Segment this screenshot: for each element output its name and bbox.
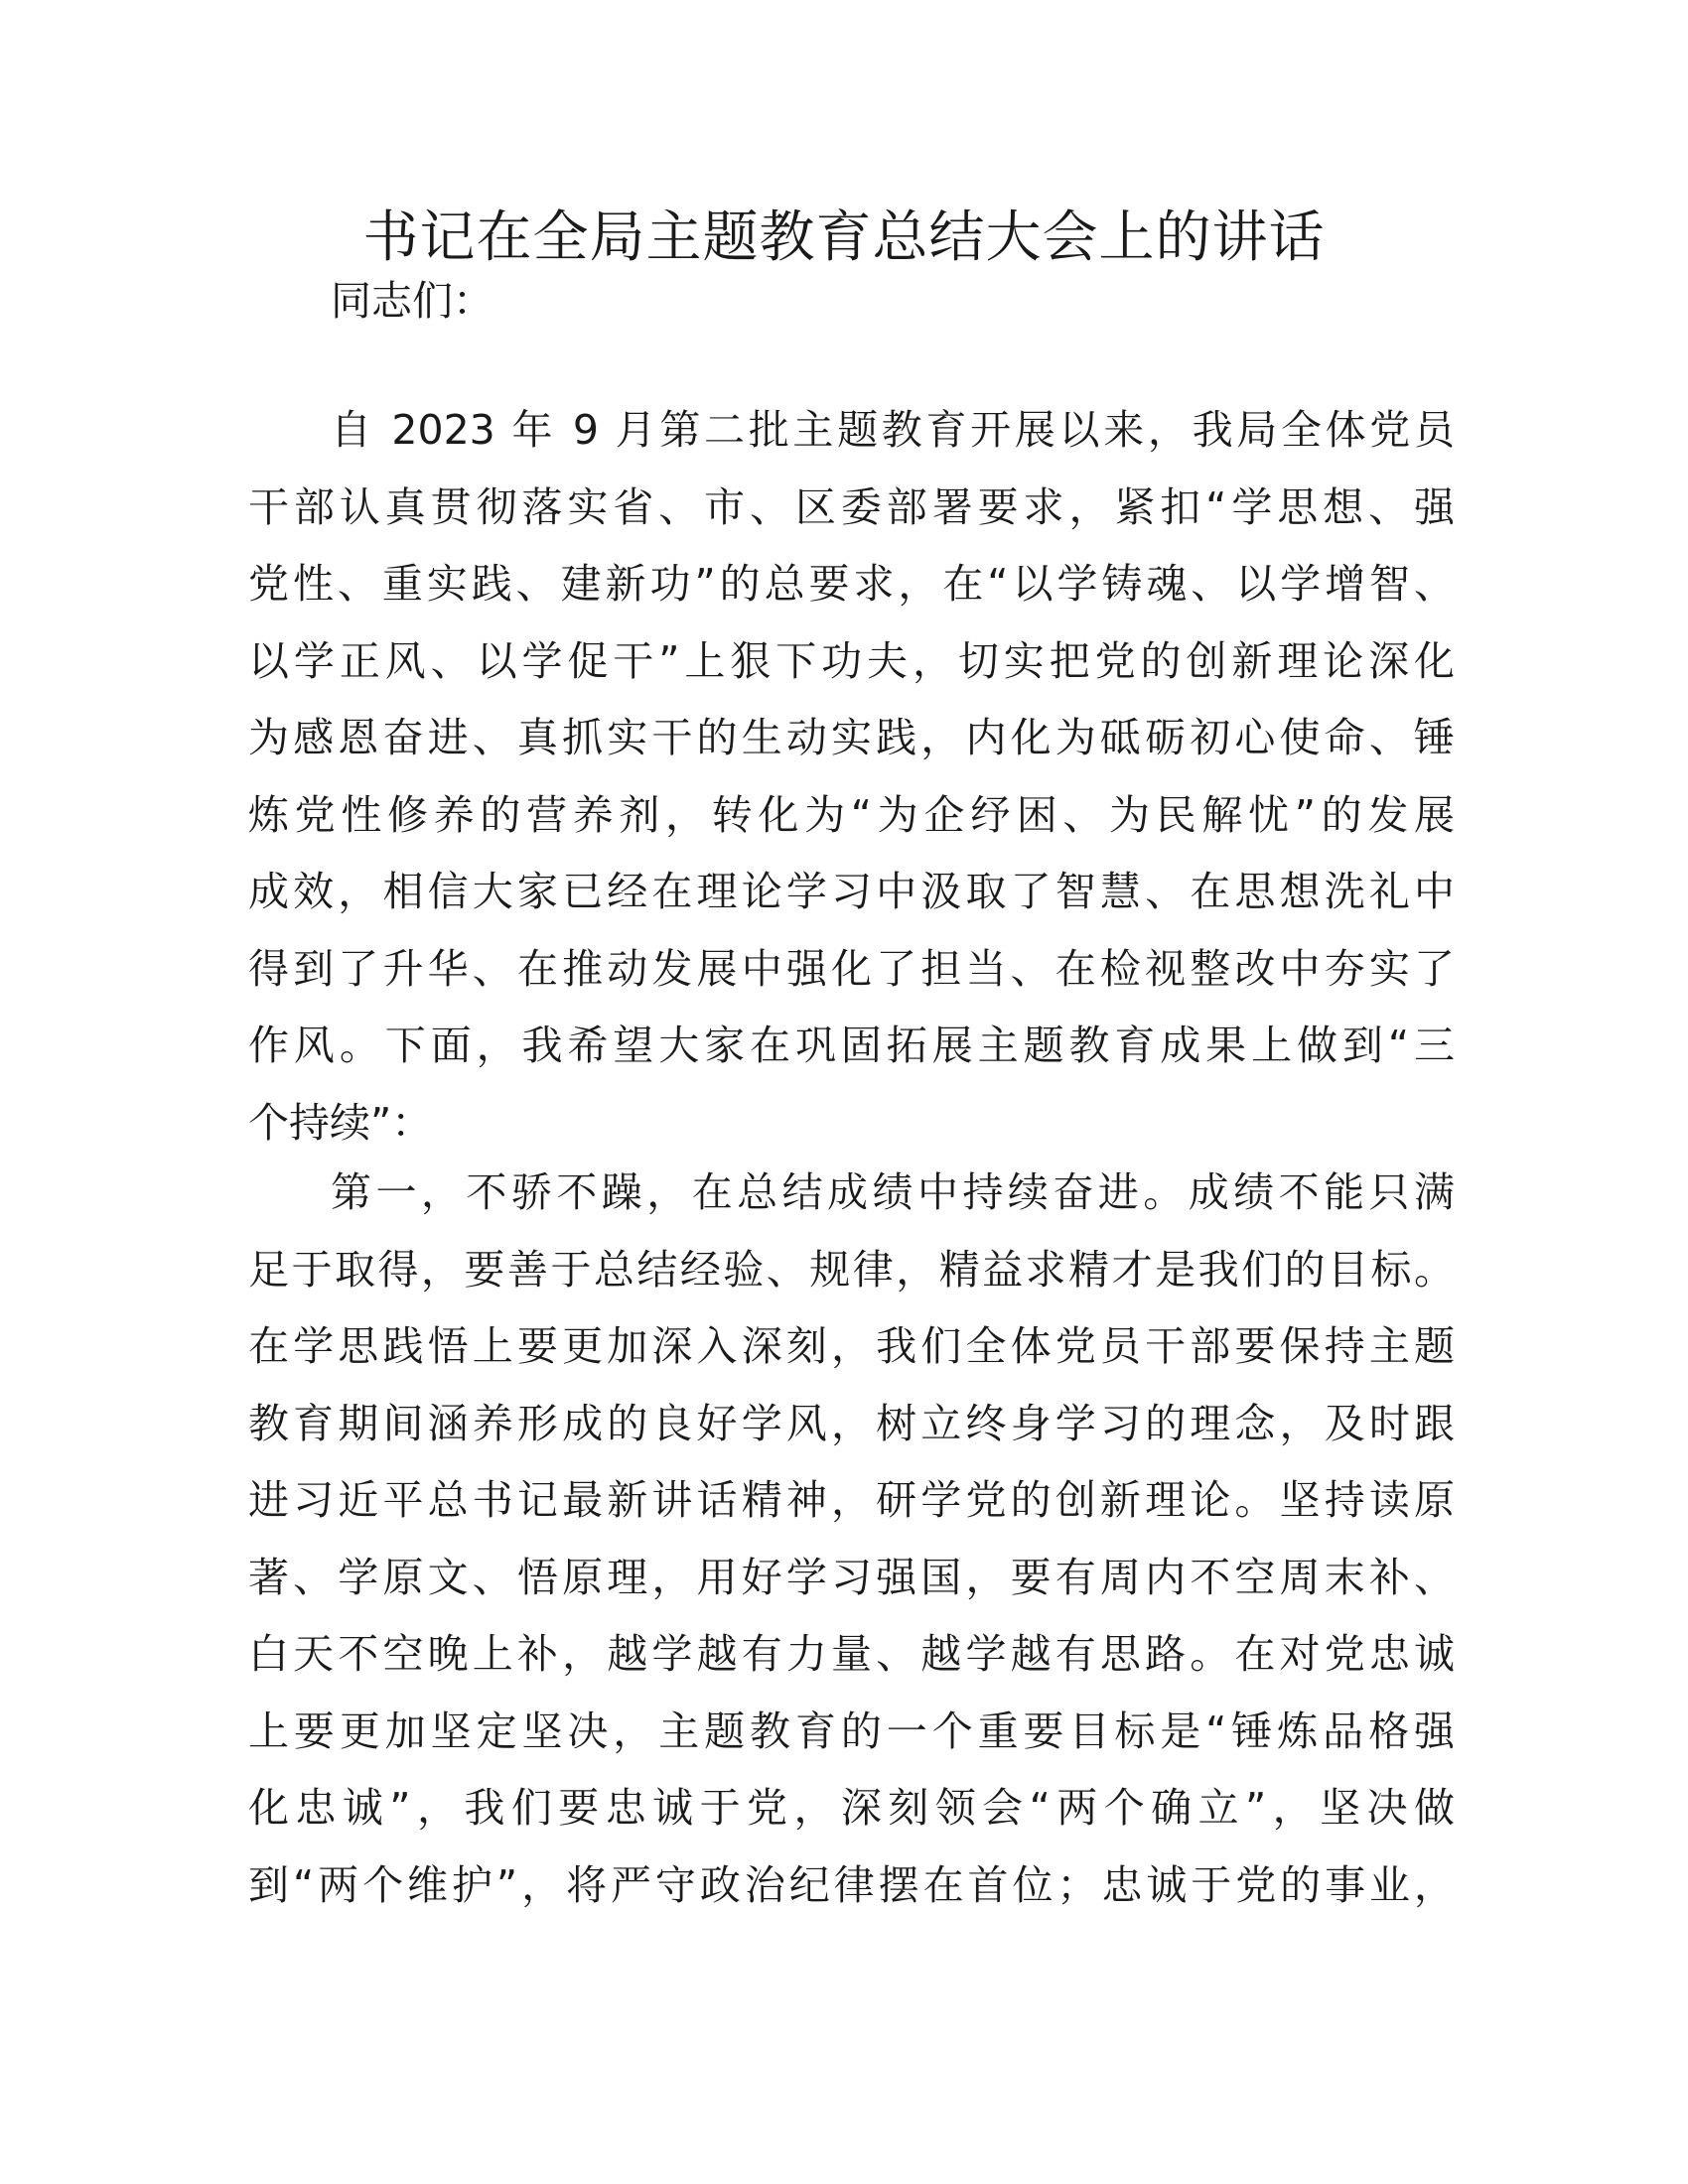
paragraph-line: 白天不空晚上补，越学越有力量、越学越有思路。在对党忠诚: [248, 1630, 1455, 1678]
paragraph-line: 著、学原文、悟原理，用好学习强国，要有周内不空周末补、: [248, 1553, 1455, 1601]
paragraph-line: 自 2023 年 9 月第二批主题教育开展以来，我局全体党员: [331, 406, 1455, 454]
paragraph-line: 以学正风、以学促干”上狠下功夫，切实把党的创新理论深化: [248, 636, 1455, 685]
paragraph-line: 在学思践悟上要更加深入深刻，我们全体党员干部要保持主题: [248, 1322, 1455, 1370]
paragraph-line: 得到了升华、在推动发展中强化了担当、在检视整改中夯实了: [248, 944, 1455, 993]
salutation: 同志们：: [331, 277, 493, 325]
paragraph-line: 炼党性修养的营养剂，转化为“为企纾困、为民解忧”的发展: [248, 790, 1455, 839]
paragraph-line: 教育期间涵养形成的良好学风，树立终身学习的理念，及时跟: [248, 1399, 1455, 1447]
paragraph-line: 足于取得，要善于总结经验、规律，精益求精才是我们的目标。: [248, 1245, 1455, 1294]
paragraph-line: 第一，不骄不躁，在总结成绩中持续奋进。成绩不能只满: [331, 1168, 1455, 1216]
paragraph-first-point: [248, 1155, 1455, 1924]
paragraph-line: 个持续”：: [248, 1098, 433, 1147]
paragraph-intro: [248, 392, 1455, 1161]
paragraph-line: 干部认真贯彻落实省、市、区委部署要求，紧扣“学思想、强: [248, 482, 1455, 531]
paragraph-line: 到“两个维护”，将严守政治纪律摆在首位；忠诚于党的事业，: [248, 1860, 1455, 1909]
paragraph-line: 为感恩奋进、真抓实干的生动实践，内化为砥砺初心使命、锤: [248, 714, 1455, 761]
document-title: 书记在全局主题教育总结大会上的讲话: [362, 205, 1326, 270]
paragraph-line: 进习近平总书记最新讲话精神，研学党的创新理论。坚持读原: [248, 1476, 1455, 1524]
paragraph-line: 化忠诚”，我们要忠诚于党，深刻领会“两个确立”，坚决做: [248, 1784, 1455, 1832]
paragraph-line: 党性、重实践、建新功”的总要求，在“以学铸魂、以学增智、: [248, 560, 1455, 608]
paragraph-line: 成效，相信大家已经在理论学习中汲取了智慧、在思想洗礼中: [248, 868, 1455, 915]
paragraph-line: 作风。下面，我希望大家在巩固拓展主题教育成果上做到“三: [248, 1022, 1455, 1069]
paragraph-line: 上要更加坚定坚决，主题教育的一个重要目标是“锤炼品格强: [248, 1706, 1455, 1755]
